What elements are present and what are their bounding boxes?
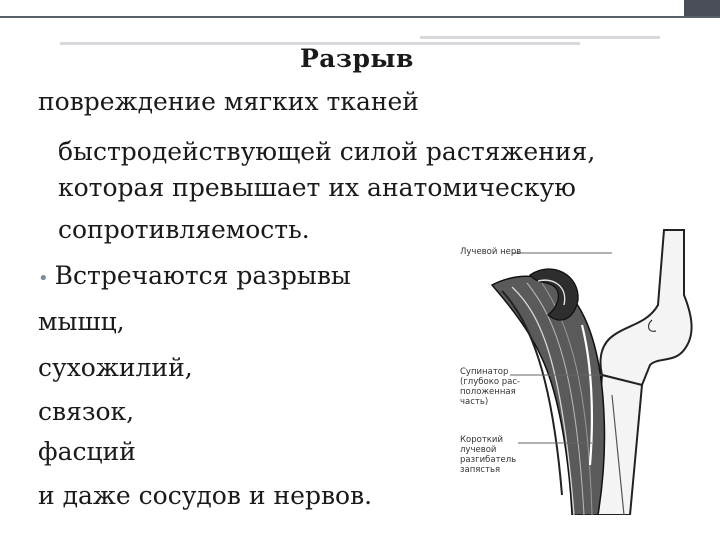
anatomy-illustration: [452, 225, 720, 515]
top-bar: [0, 0, 720, 16]
text-line-3: которая превышает их анатомическую: [58, 173, 576, 202]
bullet-marker: •: [38, 268, 49, 289]
text-line-tendons: сухожилий,: [38, 353, 193, 382]
bullet-text: Встречаются разрывы: [54, 261, 351, 290]
label-radial-nerve: Лучевой нерв: [460, 247, 522, 257]
text-line-ligaments: связок,: [38, 397, 135, 426]
text-line-muscles: мышц,: [38, 307, 125, 336]
text-line-vessels: и даже сосудов и нервов.: [38, 481, 373, 510]
label-supinator: Супинатор (глубоко рас- положенная часть): [460, 367, 521, 407]
text-line-1: повреждение мягких тканей: [38, 87, 419, 116]
deco-line-2: [420, 36, 660, 39]
top-rule: [0, 16, 720, 18]
top-bar-dark-block: [684, 0, 720, 16]
text-line-fascia: фасций: [38, 437, 136, 466]
humerus-bone: [601, 230, 692, 385]
bullet-line: [38, 260, 351, 295]
text-line-2: быстродействующей силой растяжения,: [58, 137, 596, 166]
label-extensor: Короткий лучевой разгибатель запястья: [460, 435, 517, 475]
text-line-4: сопротивляемость.: [58, 215, 310, 244]
slide-title: Разрыв: [300, 44, 414, 73]
